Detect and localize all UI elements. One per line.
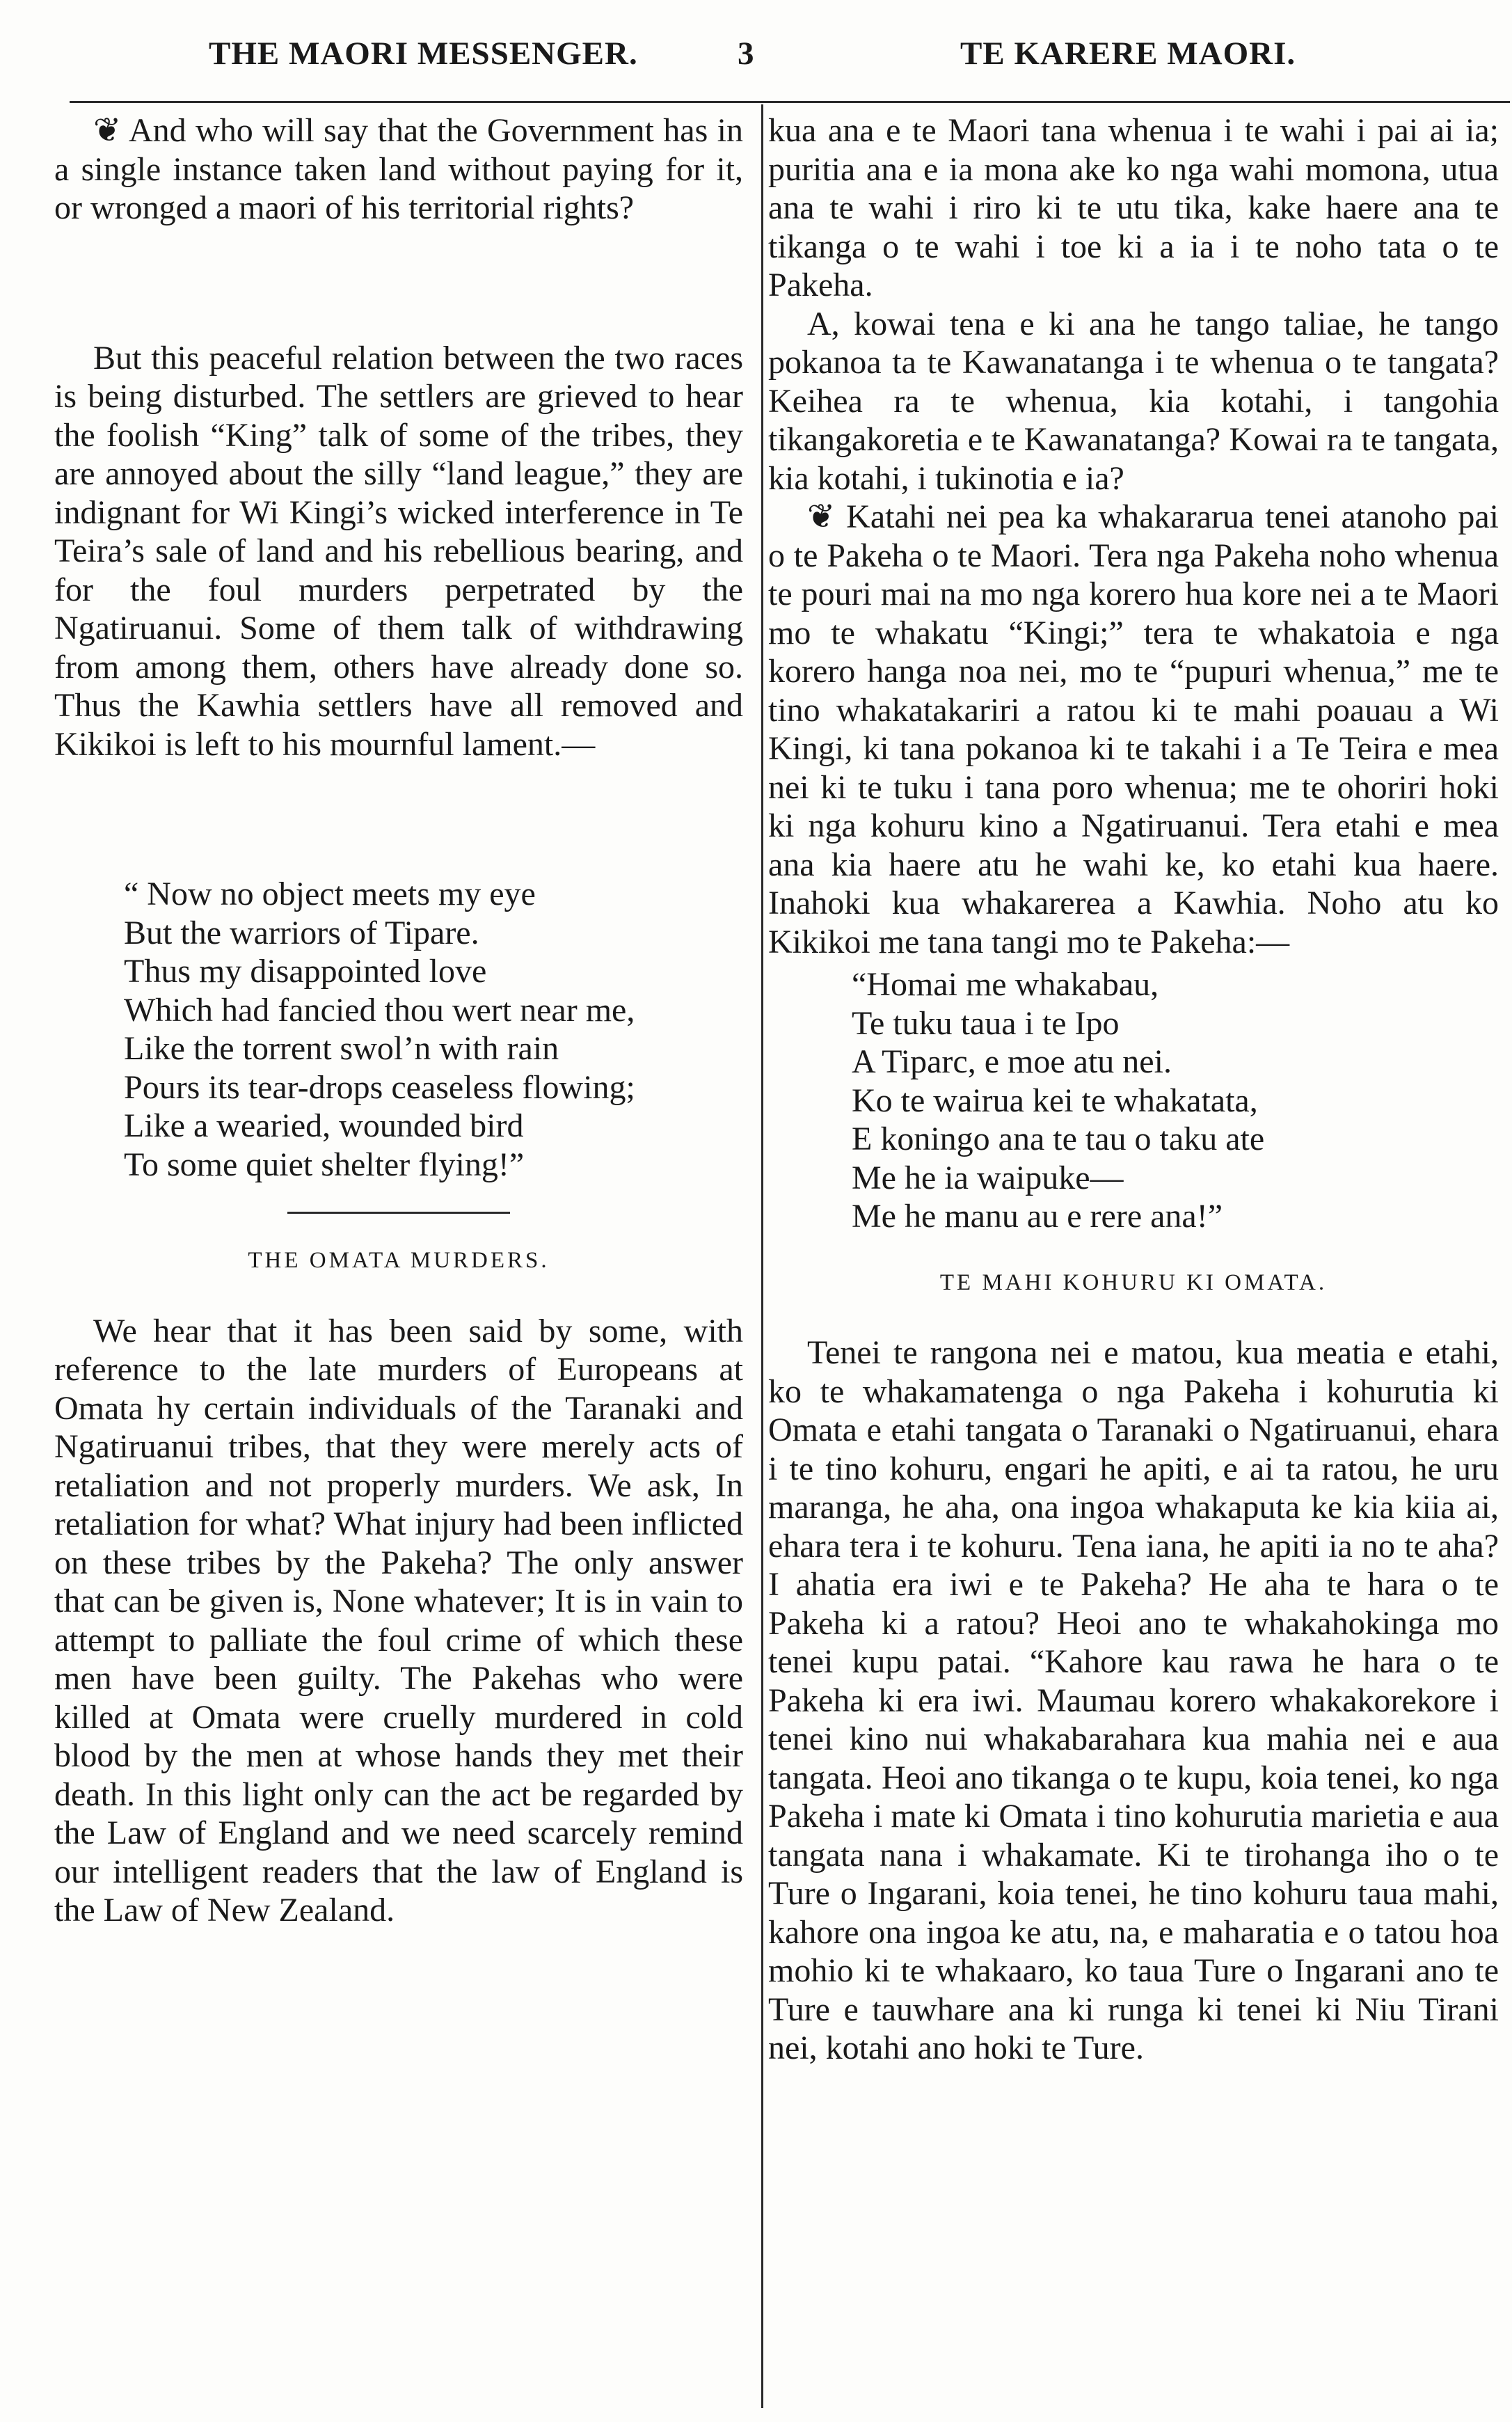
verse-line: “Homai me whakabau, [852,966,1159,1003]
maori-paragraph-continued: kua ana e te Maori tana whenua i te wahi i pai ai ia; puritia ana e ia mona ake ko nga wahi momona, utua ana te wahi i riro ki te utu tika, kake haere ana te tikanga o te wahi i toe ki a ia i te noho tata o te Pakeha. [768,112,1499,303]
maori-verse [852,965,1499,1236]
header-rule [70,101,1510,103]
header-english-title: THE MAORI MESSENGER. [209,35,638,72]
verse-line: Pours its tear-drops ceaseless flowing; [124,1068,635,1106]
verse-line: To some quiet shelter flying!” [124,1146,525,1183]
verse-line: Te tuku taua i te Ipo [852,1004,1120,1042]
section-rule [287,1212,510,1214]
verse-line: Which had fancied thou wert near me, [124,991,635,1029]
verse-line: A Tiparc, e moe atu nei. [852,1043,1172,1080]
column-divider [761,104,763,2408]
spacer [54,228,743,339]
verse-line: “ Now no object meets my eye [124,876,536,912]
maori-column [768,111,1499,2068]
maori-paragraph-settlers: ❦ Katahi nei pea ka whakararua tenei atanoho pai o te Pakeha o te Maori. Tera nga Pakeha noho whenua te pouri mai na mo nga korero hua kore nei a te Maori mo te whakatu “Kingi;” tera te whakatoia e nga korero hanga noa nei, mo te “pupuri whenua,” me te tino whakatakariri a ratou ki te mahi poauau a Wi Kingi, ki tana pokanoa ki te takahi i a Te Teira e mea nei ki te tuku i tana poro whenua; me te ohoriri hoki ki nga kohuru kino a Ngatiruanui. Tera etahi e mea ana kia haere atu he wahi ke, ko etahi kua haere. Inahoki kua whakarerea a Kawhia. Noho atu ko Kikikoi me tana tangi mo te Pakeha:— [768,498,1499,960]
verse-line: Like the torrent swol’n with rain [124,1030,559,1067]
page-number: 3 [738,35,755,72]
english-paragraph-land: ❦ And who will say that the Government has in a single instance taken land without paying for it, or wronged a maori of his territorial rights? [54,112,743,226]
verse-line: Ko te wairua kei te whakatata, [852,1082,1258,1119]
verse-line: Me he ia waipuke— [852,1159,1124,1196]
maori-paragraph-omata: Tenei te rangona nei e matou, kua meatia e etahi, ko te whakamatenga o nga Pakeha i kohurutia ki Omata e etahi tangata o Taranaki o Ngatiruanui, ehara i te tino kohuru, engari he apiti, e ai ta ratou, he uru maranga, he aha, ona ingoa whakaputa ke kia kiia ai, ehara tera i te kohuru. Tena iana, he apiti ia no te aha? I ahatia era iwi e te Pakeha? He aha te hara o te Pakeha ki a ratou? Heoi ano te whakahokinga mo tenei kupu patai. “Kahore kau rawa he hara o te Pakeha ki era iwi. Maumau korero whakakorekore i tenei kino nui whakabarahara kua mahia nei e aua tangata. Heoi ano tikanga o te kupu, koia tenei, ko nga Pakeha i mate ki Omata i tino kohurutia marietia e aua tangata nana i whakamate. Ki te tirohanga iho o te Ture o Ingarani, koia tenei, he tino kohuru taua mahi, kahore ona ingoa ke atu, na, e maharatia e o tatou hoa mohio ki te whakaaro, ko taua Ture o Ingarani ano te Ture e tauwhare ana ki runga ki tenei ki Niu Tirani nei, kotahi ano hoki te Ture. [768,1334,1499,2066]
spacer [54,763,743,875]
maori-paragraph-question: A, kowai tena e ki ana he tango taliae, he tango pokanoa ta te Kawanatanga i te whenua o te tangata? Keihea ra te whenua, kia kotahi, i tangohia tikangakoretia e te Kawanatanga? Kowai ra te tangata, kia kotahi, i tukinotia e ia? [768,305,1499,497]
verse-line: Thus my disappointed love [124,953,487,990]
english-paragraph-omata: We hear that it has been said by some, with reference to the late murders of Europeans at Omata hy certain individuals of the Taranaki and Ngatiruanui tribes, that they were merely acts of retaliation and not properly murders. We ask, In retaliation for what? What injury had been inflicted on these tribes by the Pakeha? The only answer that can be given is, None whatever; It is in vain to attempt to palliate the foul crime of which these men have been guilty. The Pakehas who were killed at Omata were cruelly murdered in cold blood by the men at whose hands they met their death. In this light only can the act be regarded by the Law of England and we need scarcely remind our intelligent readers that the law of England is the Law of New Zealand. [54,1312,743,1929]
english-paragraph-settlers: But this peaceful relation between the two races is being disturbed. The settlers are grieved to hear the foolish “King” talk of some of the tribes, they are annoyed about the silly “land league,” they are indignant for Wi Kingi’s wicked interference in Te Teira’s sale of land and his rebellious bearing, and for the foul murders perpetrated by the Ngatiruanui. Some of them talk of withdrawing from among them, others have already done so. Thus the Kawhia settlers have all removed and Kikikoi is left to his mournful lament.— [54,339,743,763]
english-verse [124,875,743,1184]
header-maori-title: TE KARERE MAORI. [960,35,1296,72]
verse-line: E koningo ana te tau o taku ate [852,1121,1265,1157]
english-section-title: THE OMATA MURDERS. [248,1248,550,1273]
verse-line: But the warriors of Tipare. [124,914,479,951]
english-column [54,111,743,1930]
page-header [209,28,1350,90]
maori-section-title: TE MAHI KOHURU KI OMATA. [939,1269,1328,1295]
verse-line: Like a wearied, wounded bird [124,1107,524,1144]
verse-line: Me he manu au e rere ana!” [852,1198,1223,1235]
